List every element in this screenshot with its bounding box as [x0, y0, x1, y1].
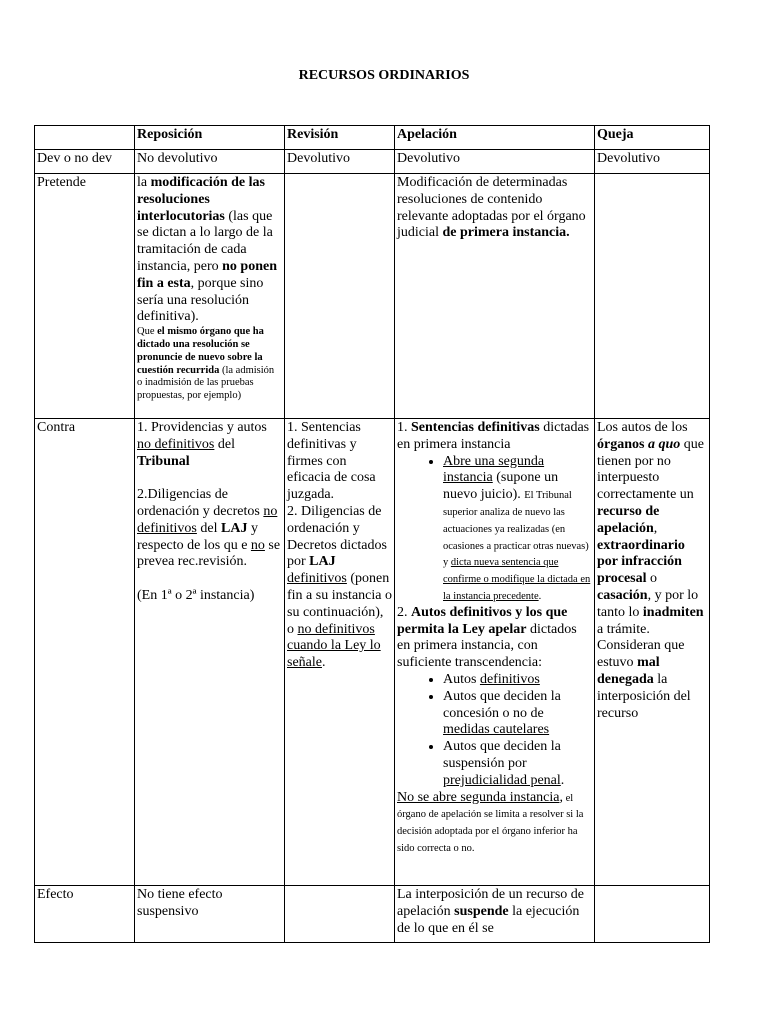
paragraph — [397, 790, 592, 857]
text: , y por lo tanto lo — [597, 587, 699, 620]
bold-text: inadmiten — [642, 604, 704, 620]
header-reposicion: Reposición — [135, 126, 285, 150]
text: o — [646, 571, 658, 587]
header-cell-empty — [35, 126, 135, 150]
bold-text: Sentencias definitivas — [411, 420, 540, 435]
text: Autos — [443, 671, 480, 687]
text: La interposición de un recurso de apelación — [397, 887, 584, 919]
list-item — [443, 739, 592, 789]
row-label-pretende: Pretende — [35, 174, 135, 419]
bold-text: modificación de las resoluciones interlocutorias — [137, 175, 265, 224]
text: , — [653, 520, 658, 536]
underlined-text: definitivos — [287, 571, 347, 587]
small-text: el órgano de apelación se limita a resolver si la decisión adoptada por el órgano inferior ha sido correcta o no. — [397, 792, 584, 854]
paragraph — [137, 487, 282, 571]
paragraph: 1. Sentencias definitivas y firmes con eficacia de cosa juzgada. — [287, 420, 376, 503]
text: la — [137, 175, 151, 190]
bold-text: casación — [597, 587, 648, 603]
row-label-efecto: Efecto — [35, 886, 135, 943]
dev-queja: Devolutivo — [595, 150, 710, 174]
efecto-reposicion: No tiene efecto suspensivo — [135, 886, 285, 943]
underlined-text: definitivos — [479, 671, 540, 687]
paragraph — [287, 504, 392, 672]
dev-revision: Devolutivo — [285, 150, 395, 174]
contra-queja — [595, 419, 710, 886]
pretende-reposicion — [135, 174, 285, 419]
table-row-efecto — [35, 886, 710, 943]
text: 2. Diligencias de ordenación y Decretos dictados por — [287, 503, 387, 570]
bold-text: extraordinario por infracción procesal — [597, 537, 685, 587]
bold-text: suspende — [454, 903, 509, 919]
paragraph: (En 1ª o 2ª instancia) — [137, 587, 255, 603]
text: se prevea rec.revisión. — [137, 537, 281, 570]
text: Los autos de los — [597, 420, 688, 435]
text: dictadas en primera instancia — [397, 420, 590, 452]
text: (ponen fin a su instancia o su continuación), o — [287, 571, 392, 637]
spacer — [137, 571, 282, 588]
bold-text: LAJ — [309, 554, 336, 570]
header-apelacion: Apelación — [395, 126, 595, 150]
bullet-list — [397, 454, 592, 605]
text: , — [559, 789, 563, 805]
paragraph — [137, 420, 282, 470]
bold-text: órganos — [597, 436, 648, 452]
list-item — [443, 672, 592, 689]
text: dictados en primera instancia, con suficiente transcendencia: — [397, 621, 577, 671]
small-text: El Tribunal superior analiza de nuevo las actuaciones ya realizadas (en ocasiones a practicar otras nuevas) y — [443, 490, 589, 569]
underlined-text: no definitivos cuando la Ley lo señale — [287, 621, 381, 671]
pretende-queja — [595, 174, 710, 419]
bold-text: mal denegada — [597, 655, 660, 687]
small-note — [137, 326, 282, 403]
underlined-text: No se abre segunda instancia — [397, 789, 560, 805]
text: , porque sino sería una resolución definitiva). — [137, 275, 264, 325]
small-text: . — [538, 590, 542, 602]
bold-text: recurso de apelación — [597, 503, 660, 536]
underlined-text: Abre una segunda instancia — [443, 453, 545, 486]
text: que tienen por no interpuesto correctamente un — [597, 436, 704, 503]
underlined-text: no definitivos — [137, 436, 215, 452]
table-row-dev — [35, 150, 710, 174]
bold-text: el mismo órgano que ha dictado una resolución se pronuncie de nuevo sobre la cuestión recurrida — [137, 326, 264, 376]
text: Autos que deciden la concesión o no de — [443, 688, 561, 721]
bold-text: de primera instancia. — [442, 225, 570, 241]
text: Que — [137, 326, 158, 338]
text: y respecto de los qu e — [137, 520, 258, 553]
italic-text: a quo — [647, 436, 681, 452]
header-queja: Queja — [595, 126, 710, 150]
pretende-revision — [285, 174, 395, 419]
text: la ejecución de lo que en él se — [397, 903, 580, 936]
underlined-text: medidas cautelares — [443, 722, 550, 738]
pretende-apelacion — [395, 174, 595, 419]
table-row-pretende — [35, 174, 710, 419]
table-header-row — [35, 126, 710, 150]
bold-italic-text — [648, 437, 680, 452]
text: 1. — [397, 420, 411, 435]
bullet-list — [397, 672, 592, 790]
recursos-table — [34, 125, 710, 943]
bold-text: Autos definitivos y los que permita la Ley apelar — [397, 604, 568, 637]
bold-text: Tribunal — [137, 453, 190, 469]
text: 1. Providencias y autos — [137, 420, 267, 435]
text: 2.Diligencias de ordenación y decretos — [137, 487, 264, 519]
paragraph — [397, 420, 592, 454]
list-item — [443, 454, 592, 605]
text: Modificación de determinadas resoluciones de contenido relevante adoptadas por el órgano judicial — [397, 175, 586, 241]
header-revision: Revisión — [285, 126, 395, 150]
table-row-contra — [35, 419, 710, 886]
list-item — [443, 689, 592, 739]
underlined-small-text: dicta nueva sentencia que confirme o modifique la dictada en la instancia precedente — [443, 557, 591, 602]
underlined-text: no — [250, 537, 265, 553]
underlined-text: no definitivos — [137, 503, 278, 536]
efecto-revision — [285, 886, 395, 943]
dev-apelacion: Devolutivo — [395, 150, 595, 174]
underlined-text: prejudicialidad penal — [443, 772, 561, 788]
contra-apelacion — [395, 419, 595, 886]
row-label-dev: Dev o no dev — [35, 150, 135, 174]
text: la interposición del recurso — [597, 671, 691, 721]
text: . — [560, 772, 565, 788]
efecto-queja — [595, 886, 710, 943]
text: (supone un nuevo juicio). — [443, 470, 559, 503]
spacer — [137, 470, 282, 487]
text: a trámite. Consideran que estuvo — [597, 621, 685, 671]
dev-reposicion: No devolutivo — [135, 150, 285, 174]
text: (las que se dictan a lo largo de la tramitación de cada instancia, pero — [137, 208, 273, 274]
text: 2. — [397, 604, 411, 620]
bold-text: no ponen fin a esta — [137, 258, 277, 291]
text: Autos que deciden la suspensión por — [443, 739, 561, 771]
text: del — [196, 520, 221, 536]
page-title: RECURSOS ORDINARIOS — [298, 68, 470, 83]
efecto-apelacion — [395, 886, 595, 943]
text: (la admisión o inadmisión de las pruebas propuestas, por ejemplo) — [137, 364, 275, 402]
bold-text: LAJ — [221, 520, 248, 536]
paragraph — [397, 605, 592, 672]
contra-revision — [285, 419, 395, 886]
text: del — [214, 436, 235, 452]
text: . — [321, 655, 326, 671]
row-label-contra: Contra — [35, 419, 135, 886]
contra-reposicion — [135, 419, 285, 886]
